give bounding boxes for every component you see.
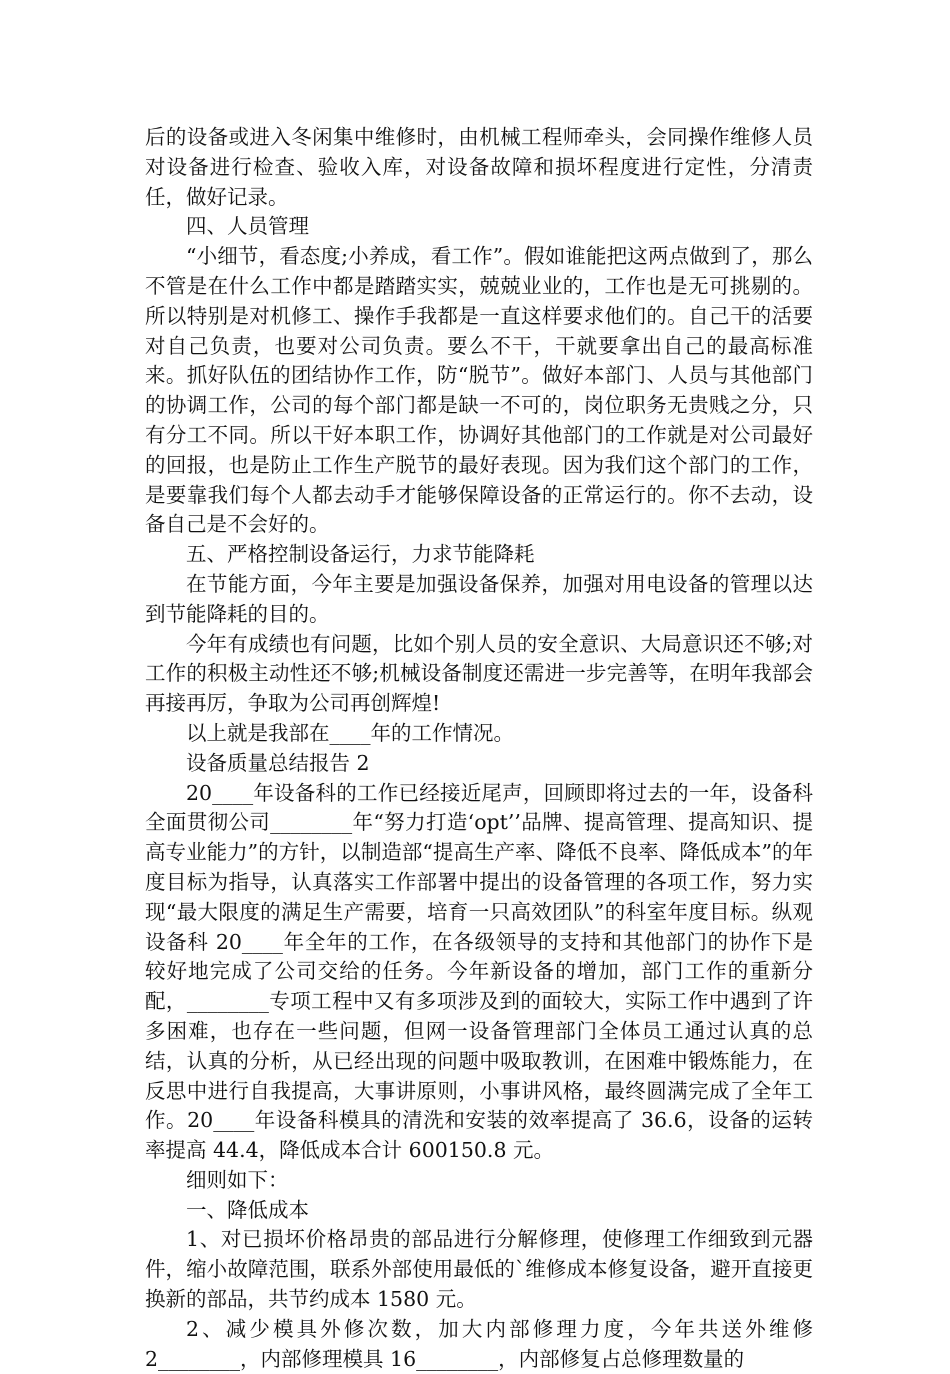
paragraph-cost-item-2: 2、减少模具外修次数，加大内部修理力度，今年共送外维修 2________，内部修理模具 16________，内部修复占总修理数量的 — [145, 1316, 813, 1371]
section-heading-personnel: 四、人员管理 — [186, 214, 309, 239]
document-body — [145, 123, 813, 1374]
paragraph-achievements-problems: 今年有成绩也有问题，比如个别人员的安全意识、大局意识还不够;对工作的积极主动性还不够;机械设备制度还需进一步完善等，在明年我部会再接再厉，争取为公司再创辉煌! — [145, 631, 813, 716]
report-title-2: 设备质量总结报告 2 — [186, 750, 370, 775]
paragraph-equipment-repair-end: 后的设备或进入冬闲集中维修时，由机械工程师牵头，会同操作维修人员对设备进行检查、验收入库，对设备故障和损坏程度进行定性，分清责任，做好记录。 — [145, 125, 813, 209]
paragraph-energy-saving: 在节能方面，今年主要是加强设备保养，加强对用电设备的管理以达到节能降耗的目的。 — [145, 571, 813, 626]
section-heading-energy-saving: 五、严格控制设备运行，力求节能降耗 — [186, 542, 535, 567]
paragraph-cost-item-1: 1、对已损坏价格昂贵的部品进行分解修理，使修理工作细致到元器件，缩小故障范围，联系外部使用最低的`维修成本修复设备，避开直接更换新的部品，共节约成本 1580 元。 — [145, 1227, 813, 1312]
details-heading: 细则如下： — [186, 1167, 289, 1192]
paragraph-report-2-overview: 20____年设备科的工作已经接近尾声，回顾即将过去的一年，设备科全面贯彻公司________年“努力打造‘opt’’品牌、提高管理、提高知识、提高专业能力”的方针，以制造部“提高生产率、降低不良率、降低成本”的年度目标为指导，认真落实工作部署中提出的设备管理的各项工作，努力实现“最大限度的满足生产需要，培育一只高效团队”的科室年度目标。纵观设备科 20____年全年的工作，在各级领导的支持和其他部门的协作下是较好地完成了公司交给的任务。今年新设备的增加，部门工作的重新分配，________专项工程中又有多项涉及到的面较大，实际工作中遇到了许多困难，也存在一些问题，但网一设备管理部门全体员工通过认真的总结，认真的分析，从已经出现的问题中吸取教训，在困难中锻炼能力，在反思中进行自我提高，大事讲原则，小事讲风格，最终圆满完成了全年工作。20____年设备科模具的清洗和安装的效率提高了 36.6，设备的运转率提高 44.4，降低成本合计 600150.8 元。 — [145, 780, 813, 1163]
section-heading-cost-reduction: 一、降低成本 — [186, 1197, 309, 1222]
paragraph-summary-closing: 以上就是我部在____年的工作情况。 — [186, 720, 514, 745]
paragraph-personnel-management: “小细节，看态度;小养成，看工作”。假如谁能把这两点做到了，那么不管是在什么工作中都是踏踏实实，兢兢业业的，工作也是无可挑剔的。所以特别是对机修工、操作手我都是一直这样要求他们的。自己干的活要对自己负责，也要对公司负责。要么不干，干就要拿出自己的最高标准来。抓好队伍的团结协作工作，防“脱节”。做好本部门、人员与其他部门的协调工作，公司的每个部门都是缺一不可的，岗位职务无贵贱之分，只有分工不同。所以干好本职工作，协调好其他部门的工作就是对公司最好的回报，也是防止工作生产脱节的最好表现。因为我们这个部门的工作，是要靠我们每个人都去动手才能够保障设备的正常运行的。你不去动，设备自己是不会好的。 — [145, 244, 813, 537]
